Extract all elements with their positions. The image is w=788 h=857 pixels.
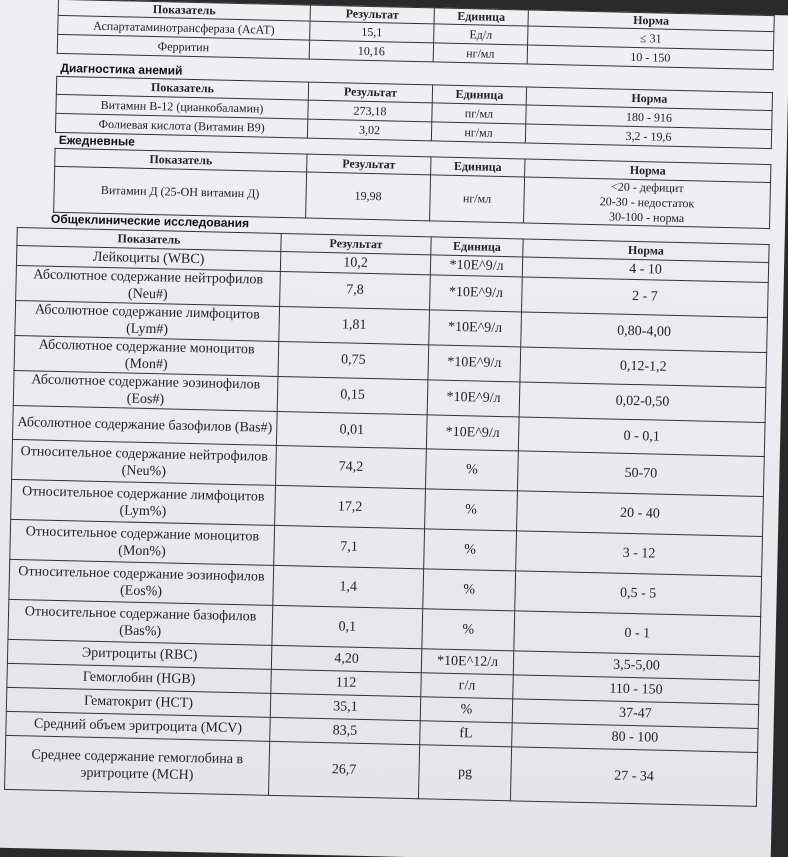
norm-cell: 110 - 150	[513, 675, 759, 705]
norm-cell: 0,12-1,2	[520, 347, 767, 388]
norm-cell: ≤ 31	[528, 26, 774, 51]
indicator-cell: Относительное содержание нейтрофилов (Neu%)	[12, 439, 277, 485]
indicator-cell: Относительное содержание базофилов (Bas%)	[8, 599, 273, 645]
result-cell: 15,1	[310, 21, 434, 43]
unit-cell: *10E^9/л	[426, 415, 519, 451]
result-cell: 112	[271, 669, 422, 696]
liver-iron-table	[57, 0, 775, 70]
result-cell: 273,18	[308, 100, 432, 122]
result-cell: 0,01	[276, 411, 427, 448]
norm-cell: 3,2 - 19,6	[525, 124, 771, 149]
unit-cell: pg	[418, 745, 511, 801]
norm-cell: 0 - 1	[514, 611, 761, 657]
indicator-cell: Аспартатаминотрансфераза (АсАТ)	[58, 15, 310, 40]
unit-cell: *10E^9/л	[430, 275, 523, 312]
unit-cell: %	[420, 697, 513, 723]
result-cell: 0,1	[272, 605, 423, 648]
unit-cell: г/л	[421, 673, 514, 699]
norm-cell: 0,80-4,00	[521, 312, 768, 353]
indicator-cell: Фолиевая кислота (Витамин В9)	[55, 113, 307, 138]
header-result: Результат	[281, 233, 431, 254]
norm-cell: 27 - 34	[510, 747, 757, 807]
indicator-cell: Абсолютное содержание лимфоцитов (Lym#)	[15, 300, 280, 341]
norm-cell: <20 - дефицит 20-30 - недостаток 30-100 - норма	[524, 177, 771, 229]
header-result: Результат	[307, 154, 431, 175]
result-cell: 10,16	[309, 40, 433, 62]
unit-cell: нг/мл	[433, 43, 527, 64]
indicator-cell: Витамин Д (25-ОН витамин Д)	[54, 166, 307, 218]
header-indicator: Показатель	[56, 76, 308, 100]
header-unit: Единица	[432, 85, 526, 105]
unit-cell: fL	[420, 721, 513, 747]
norm-cell: 3,5-5,00	[513, 651, 759, 681]
norm-cell: 0,02-0,50	[519, 382, 766, 423]
indicator-cell: Среднее содержание гемоглобина в эритроците (MCH)	[5, 735, 270, 795]
header-indicator: Показатель	[17, 227, 281, 251]
section-title-anemia: Диагностика анемий	[60, 60, 183, 78]
indicator-cell: Относительное содержание лимфоцитов (Lym%)	[11, 479, 276, 525]
unit-cell: нг/мл	[431, 122, 525, 143]
header-result: Результат	[308, 82, 432, 103]
indicator-cell: Средний объем эритроцита (MCV)	[6, 711, 270, 741]
result-cell: 1,4	[273, 565, 424, 608]
result-cell: 4,20	[271, 645, 422, 672]
unit-cell: *10E^12/л	[421, 649, 514, 675]
unit-cell: нг/мл	[430, 175, 525, 223]
result-cell: 0,15	[277, 376, 428, 414]
header-indicator: Показатель	[55, 148, 307, 172]
indicator-cell: Относительное содержание моноцитов (Mon%)	[10, 519, 275, 565]
result-cell: 35,1	[270, 693, 421, 720]
header-result: Результат	[310, 5, 434, 24]
section-title-clinical: Общеклинические исследования	[50, 211, 250, 231]
indicator-cell: Эритроциты (RBC)	[7, 639, 271, 669]
unit-cell: *10E^9/л	[430, 255, 522, 277]
indicator-cell: Гематокрит (HCT)	[6, 687, 270, 717]
result-cell: 7,1	[274, 525, 425, 568]
indicator-cell: Лейкоциты (WBC)	[16, 245, 280, 271]
result-cell: 0,75	[278, 341, 429, 379]
header-norm: Норма	[526, 87, 772, 111]
norm-cell: 0 - 0,1	[518, 417, 765, 457]
indicator-cell: Относительное содержание эозинофилов (Eos%)	[9, 559, 274, 605]
indicator-cell: Ферритин	[57, 34, 309, 59]
indicator-cell: Абсолютное содержание эозинофилов (Eos#)	[13, 370, 278, 411]
header-unit: Единица	[434, 8, 528, 26]
unit-cell: %	[424, 529, 517, 571]
result-cell: 83,5	[270, 717, 421, 744]
result-cell: 17,2	[275, 485, 426, 528]
indicator-cell: Витамин В-12 (цианкобаламин)	[56, 94, 308, 119]
clinical-table	[4, 227, 770, 807]
header-unit: Единица	[431, 237, 523, 257]
norm-cell: 4 - 10	[522, 257, 768, 283]
norm-cell: 3 - 12	[516, 531, 763, 577]
indicator-cell: Гемоглобин (HGB)	[7, 663, 271, 693]
header-indicator: Показатель	[58, 0, 310, 21]
unit-cell: *10E^9/л	[427, 380, 520, 417]
result-cell: 10,2	[280, 251, 430, 274]
unit-cell: %	[425, 489, 518, 531]
norm-cell: 2 - 7	[522, 277, 769, 318]
section-title-daily: Ежедневные	[58, 132, 136, 149]
result-cell: 1,81	[279, 306, 430, 344]
indicator-cell: Абсолютное содержание нейтрофилов (Neu#)	[16, 265, 281, 306]
result-cell: 19,98	[306, 172, 431, 221]
unit-cell: %	[425, 449, 518, 491]
norm-cell: 0,5 - 5	[515, 571, 762, 617]
unit-cell: пг/мл	[432, 103, 526, 124]
result-cell: 74,2	[276, 445, 427, 488]
norm-cell: 50-70	[517, 451, 764, 497]
header-norm: Норма	[528, 10, 774, 32]
unit-cell: %	[422, 609, 515, 651]
unit-cell: *10E^9/л	[429, 310, 522, 347]
norm-cell: 180 - 916	[526, 105, 772, 130]
norm-cell: 20 - 40	[517, 491, 764, 537]
unit-cell: Ед/л	[434, 24, 528, 45]
unit-cell: %	[423, 569, 516, 611]
header-unit: Единица	[431, 157, 525, 177]
norm-cell: 37-47	[512, 699, 758, 729]
anemia-table	[55, 76, 773, 149]
header-norm: Норма	[525, 159, 771, 183]
result-cell: 26,7	[268, 741, 419, 798]
norm-cell: 10 - 150	[527, 45, 773, 70]
result-cell: 7,8	[280, 271, 431, 309]
unit-cell: *10E^9/л	[428, 345, 521, 382]
indicator-cell: Абсолютное содержание моноцитов (Mon#)	[14, 335, 279, 376]
indicator-cell: Абсолютное содержание базофилов (Bas#)	[12, 405, 277, 445]
header-norm: Норма	[523, 239, 769, 263]
norm-cell: 80 - 100	[512, 723, 758, 753]
result-cell: 3,02	[307, 119, 431, 141]
